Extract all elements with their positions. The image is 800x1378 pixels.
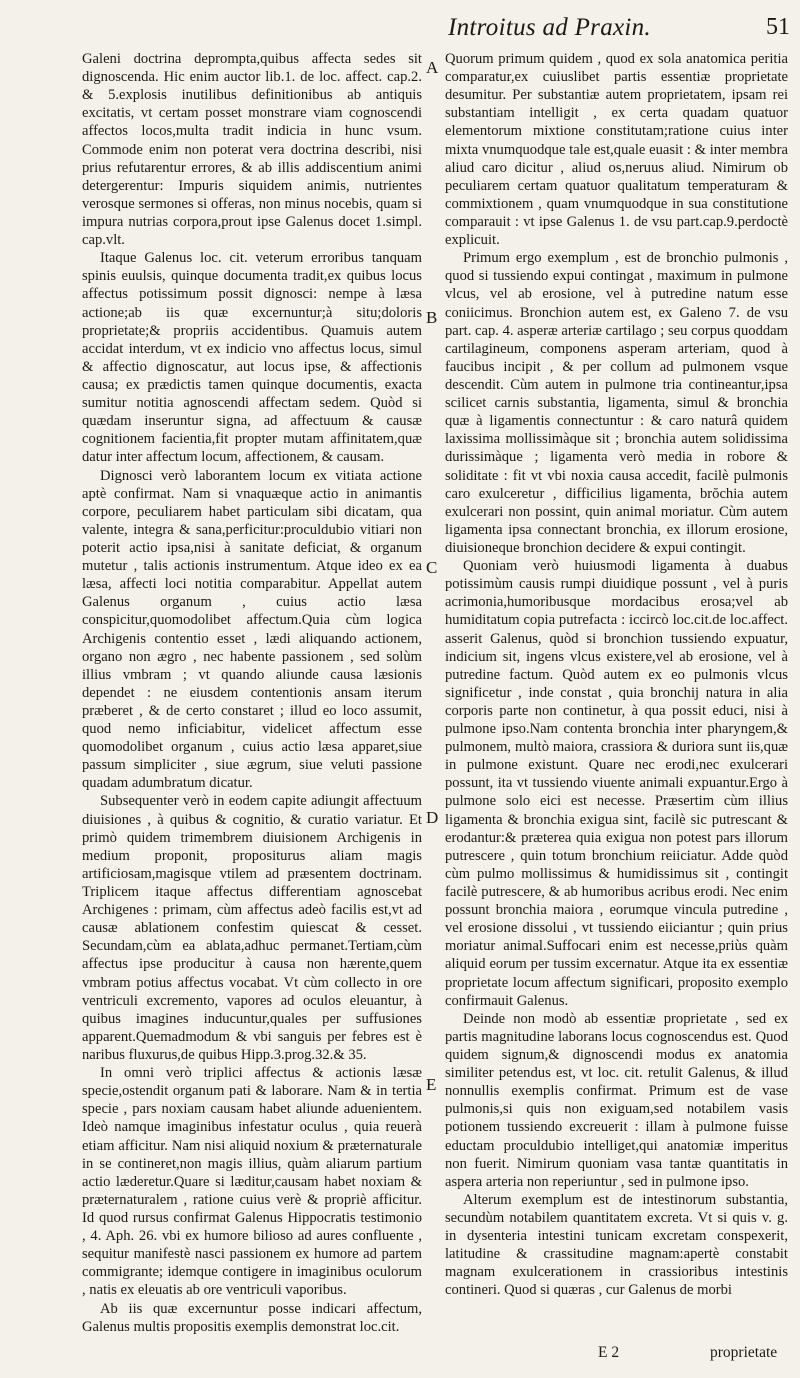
left-column bbox=[82, 50, 422, 1336]
margin-marker-a: A bbox=[426, 58, 439, 77]
paragraph: Subsequenter verò in eodem capite adiungit affectuum diuisiones , à quibus & cognitio, & curatio variatur. Et primò quidem trimembrem diuisionem Archigenis in medium proponit, propositurus aliam magis artificiosam,magisque vtilem ad præsentem doctrinam. Triplicem itaque affectus differentiam agnoscebat Archigenes : primam, cùm affectus adeò facilis est,vt ad causæ ablationem confestim quiescat & cesset. Secundam,cùm ea ablata,adhuc permanet.Tertiam,cùm affectus ipse producitur à causa non hærente,quem vmbram potius affectus vocabat. Vt cùm collecto in ore ventriculi excremento, vapores ad oculos eleuantur, à quibus imagines inducuntur,quales per suffusiones apparent.Quemadmodum & vbi sanguis per febres est è naribus fluxurus,de quibus Hipp.3.prog.32.& 35. bbox=[82, 793, 422, 1064]
signature-mark: E 2 bbox=[598, 1344, 620, 1361]
margin-marker-b: B bbox=[426, 308, 438, 327]
paragraph: Quorum primum quidem , quod ex sola anatomica peritia comparatur,ex cuiuslibet partis essentiæ proprietate desumitur. Per substantiæ autem proprietatem, ipsam rei substantiam intelligit , ex certa quadam quatuor elementorum mixtione constitutam;ratione cuius inter mixta vnumquodque tale est,quale euasit : & inter membra aliud caro dicitur , aliud os,neruus aliud. Nimirum ob peculiarem certam quatuor qualitatum temperaturam & commixtionem , quam vnumquodque in sua constitutione comparauit : vt ipse Galenus 1. de vsu part.cap.9.perdoctè explicuit. bbox=[445, 51, 788, 249]
page-footer bbox=[0, 1344, 800, 1374]
margin-marker-e: E bbox=[426, 1075, 437, 1094]
paragraph: Itaque Galenus loc. cit. veterum erroribus tanquam spinis euulsis, quinque documenta tradit,ex quibus locus affectus potissimum possit dignosci: nempe à læsa actione;ab iis quæ excernuntur;à situ;doloris proprietate;& propriis accidentibus. Quamuis autem accidat interdum, vt ex indicio vno affectus locus, simul & affectio dignoscatur, aut locus ipse, & affectionis causa; ex prædictis tamen quinque documentis, exacta sumitur notitia agnoscendi affectam sedem. Quòd si quædam inseruntur signa, ad affectuum & causæ cognitionem facientia,fit propter mutam affinitatem,quæ datur inter affectum locum, affectionem, & causam. bbox=[82, 250, 422, 466]
running-title: Introitus ad Praxin. bbox=[448, 14, 651, 41]
paragraph: Deinde non modò ab essentiæ proprietate , sed ex partis magnitudine laborans locus cognoscendus est. Quod quidem signum,& dignoscendi modus ex anatomia similiter petendus est, vt loc. cit. retulit Galenus, & illud nonnullis exemplis confirmat. Primum est de vase pulmonis,si quis non exiguam,sed notabilem vasis potionem tussiendo excreuerit : illam à pulmone fuisse eductam proculdubio intelliget,qui anatomiæ imperitus non fuerit. Nimirum quoniam vasa tantæ quantitatis in aspera arteria non reperiuntur , sed in pulmone ipso. bbox=[445, 1010, 788, 1190]
page-number: 51 bbox=[766, 14, 790, 40]
paragraph: Alterum exemplum est de intestinorum substantia, secundùm notabilem quantitatem excreta. Vt si quis v. g. in dysenteria intestini tunicam excretam conspexerit, latitudine & crassitudine magnam:apertè constabit magnam exulcerationem in crassioribus intestinis contineri. Quod si quæras , cur Galenus de morbi bbox=[445, 1191, 788, 1299]
paragraph: Quoniam verò huiusmodi ligamenta à duabus potissimùm causis rumpi diuidique possunt , vel à puris acrimonia,humoribusque mordacibus erosa;vel ab humiditatum copia putrefacta : iccircò loc.cit.de loc.affect. asserit Galenus, quòd si bronchion tussiendo expuatur, indicium sit, ingens vlcus existere,vel ab erosione, vel à putredine factum. Quòd autem ex eo pulmonis vlcus significetur , inde constat , quia bronchij natura in alia corporis parte non continetur, à qua possit educi, nisi à pulmone ipso.Nam contenta bronchia inter pharyngem,& pulmonem, multò maiora, crassiora & duriora sunt iis,quæ in pulmone existunt. Quare nec erodi,nec exulcerari possunt, ita vt tussiendo viuente animali expuantur.Ergo à pulmone solo eici est necesse. Præsertim cùm illius ligamenta & bronchia exigua sint, facilè sic putrescant & erodantur:& præterea quia exigua non potest pars illorum putrescere , quin totum bronchium reiiciatur. Adde quòd cùm pulmo mollissimus & humidissimus sit , contingit facilè putrescere, & ab humoribus acribus erodi. Nec enim possunt bronchia maiora , eorumque vincula putredine , vel erosione dissolui , vt tussiendo eiiciantur ; quin prius moriatur animal.Suffocari enim est necesse,priùs quàm aliquid eorum per tussim excernatur. Atque ita ex essentiæ proprietate locum affectum significari, proposito exemplo confirmauit Galenus. bbox=[445, 558, 788, 1009]
paragraph: In omni verò triplici affectus & actionis læsæ specie,ostendit organum pati & laborare. Nam & in tertia specie , pars noxiam causam habet aliunde aduenientem. Ideò namque imaginibus infestatur oculus , quia reuerà etiam afficitur. Nam nisi aliquid noxium & præternaturale in se contineret,non magis illius, quàm aliarum partium actio læderetur.Quare si læditur,causam habet noxiam & præternaturalem , ratione cuius verè & propriè afficitur. Id quod rursus confirmat Galenus Hippocratis testimonio , 4. Aph. 26. vbi ex humore bilioso ad aures confluente , sequitur manifestè nasci passionem ex humore ad partem commigrante; idemque contigere in imaginibus oculorum , natis ex eleuatis ab ore ventriculi vaporibus. bbox=[82, 1065, 422, 1299]
paragraph: Primum ergo exemplum , est de bronchio pulmonis , quod si tussiendo expui contingat , maximum in pulmone vlcus, vel ab erosione, vel à putredine natum esse coniicimus. Bronchion autem est, ex Galeno 7. de vsu part. cap. 4. asperæ arteriæ cartilago ; seu corpus quoddam cartilagineum, componens asperam arteriam, quod à faucibus incipit , & per collum ad pulmonem vsque descendit. Cùm autem in pulmone tria contineantur,ipsa scilicet carnis substantia, ligamenta, simul & bronchia quæ à ligamentis connectuntur : & caro naturâ quidem laxissima mollissimàque sit ; bronchia autem solidissima durissimàque ; ligamenta verò media in robore & soliditate : fit vt vbi noxia causa accedit, facilè pulmonis caro exulceretur , difficilius ligamenta, brŏchia autem exulcerari non possint, quin animal moriatur. Cùm autem ligamenta ipsa connectant bronchia, ex illorum erosione, diuisioneque bronchion decidere & expui contingit. bbox=[445, 250, 788, 556]
right-column bbox=[445, 50, 788, 1300]
margin-marker-d: D bbox=[426, 808, 439, 827]
paragraph: Galeni doctrina deprompta,quibus affecta sedes sit dignoscenda. Hic enim auctor lib.1. de loc. affect. cap.2. & 5.explosis inutilibus definitionibus ab antiquis excitatis, vt certam posset monstrare viam cognoscendi affectos locos,multa tradit indicia in hunc vsum. Commode enim non poterat vera doctrina describi, nisi prius refutarentur errores, & ab illis addiscentium animi detergerentur: Impuris siquidem animis, nutrientes verosque sermones si offeras, non minus nocebis, quam si impura nutrias corpora,prout ipse Galenus docet 1.simpl. cap.vlt. bbox=[82, 51, 422, 249]
paragraph: Dignosci verò laborantem locum ex vitiata actione aptè confirmat. Nam si vnaquæque actio in animantis corpore, peculiarem habet particulam sibi dicatam, qua valente, integra & sana,perficitur:proculdubio vitiari non poterit actio ipsa,nisi à sanitate deficiat, & organum mutetur , talis actionis instrumentum. Atque ideo ex ea læsa, affecti loci notitia comparabitur. Appellat autem Galenus organum , cuius actio læsa conspicitur,quomodolibet affectum.Quia cùm logica Archigenis contentio esset , lædi aliquando actionem, organo non ægro , nec habente passionem , sed solùm illius vmbram ; vt quando aliunde causa læsionis dependet : ne eiusdem contentionis ansam iterum præberet , & de certo constaret ; illud eo loco assumit, quod nemo inficiabitur, videlicet affectum esse quomodolibet organum , cuius actio læsa apparet,siue passum simpliciter , siue ægrum, siue veluti passione quadam adumbratum dicatur. bbox=[82, 467, 422, 792]
page-header bbox=[0, 8, 800, 48]
paragraph: Ab iis quæ excernuntur posse indicari affectum, Galenus multis propositis exemplis demonstrat loc.cit. bbox=[82, 1300, 422, 1335]
margin-marker-c: C bbox=[426, 558, 438, 577]
catchword: proprietate bbox=[710, 1344, 778, 1361]
